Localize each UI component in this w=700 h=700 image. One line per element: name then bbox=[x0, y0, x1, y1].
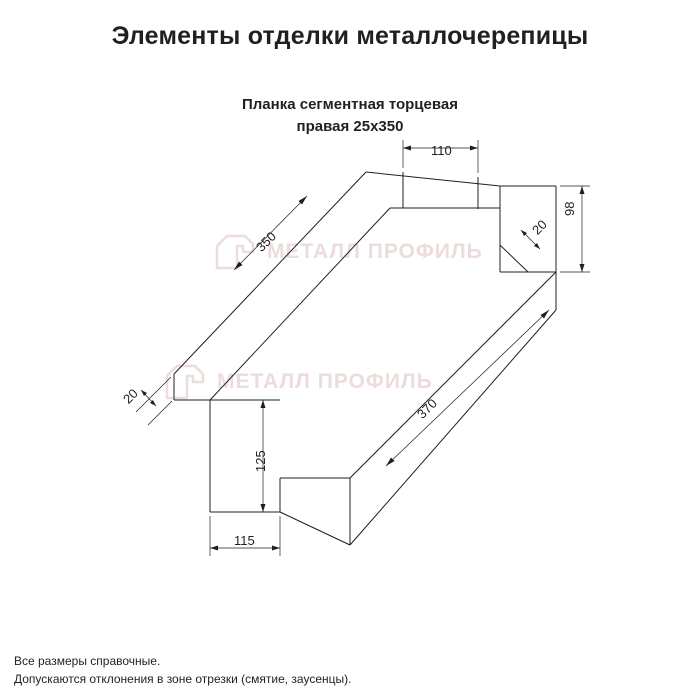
footnote-line1: Все размеры справочные. bbox=[14, 654, 161, 668]
arrow-110-left bbox=[403, 146, 411, 151]
upper-bar-left-edge bbox=[174, 172, 366, 374]
dim-label-125: 125 bbox=[253, 450, 268, 472]
upper-bar-top-edge bbox=[366, 172, 500, 186]
dim-label-370: 370 bbox=[414, 395, 440, 422]
dim-label-20-right: 20 bbox=[529, 216, 550, 238]
right-face-fold-line bbox=[500, 245, 528, 272]
arrow-115-left bbox=[210, 546, 218, 551]
dim-label-98: 98 bbox=[562, 201, 577, 216]
ext-20-left-a bbox=[136, 377, 171, 412]
dimension-lines bbox=[136, 140, 590, 556]
watermark-text: МЕТАЛЛ ПРОФИЛЬ bbox=[267, 240, 483, 263]
lower-bar-bottom-left bbox=[280, 512, 350, 545]
dim-label-350: 350 bbox=[253, 228, 279, 255]
footnote-line2: Допускаются отклонения в зоне отрезки (смятие, заусенцы). bbox=[14, 672, 352, 686]
product-name-line2: правая 25х350 bbox=[296, 118, 404, 135]
dim-370-line bbox=[386, 310, 549, 466]
ext-20-left-b bbox=[148, 401, 172, 425]
page-title: Элементы отделки металлочерепицы bbox=[111, 22, 589, 50]
arrow-98-bottom bbox=[580, 264, 585, 272]
dim-label-115: 115 bbox=[234, 533, 255, 548]
arrow-110-right bbox=[470, 146, 478, 151]
footnotes bbox=[14, 652, 351, 688]
product-name-line1: Планка сегментная торцевая bbox=[242, 96, 458, 113]
dim-label-20-left: 20 bbox=[120, 385, 141, 407]
arrow-125-bottom bbox=[261, 504, 266, 512]
lower-bar-top-edge bbox=[350, 272, 556, 478]
arrow-98-top bbox=[580, 186, 585, 194]
watermark-text: МЕТАЛЛ ПРОФИЛЬ bbox=[217, 370, 433, 393]
upper-bar-inner-edge bbox=[210, 208, 390, 400]
arrow-125-top bbox=[261, 400, 266, 408]
dim-label-110: 110 bbox=[431, 143, 452, 158]
lower-bar-bottom-edge bbox=[350, 310, 556, 545]
arrow-115-right bbox=[272, 546, 280, 551]
